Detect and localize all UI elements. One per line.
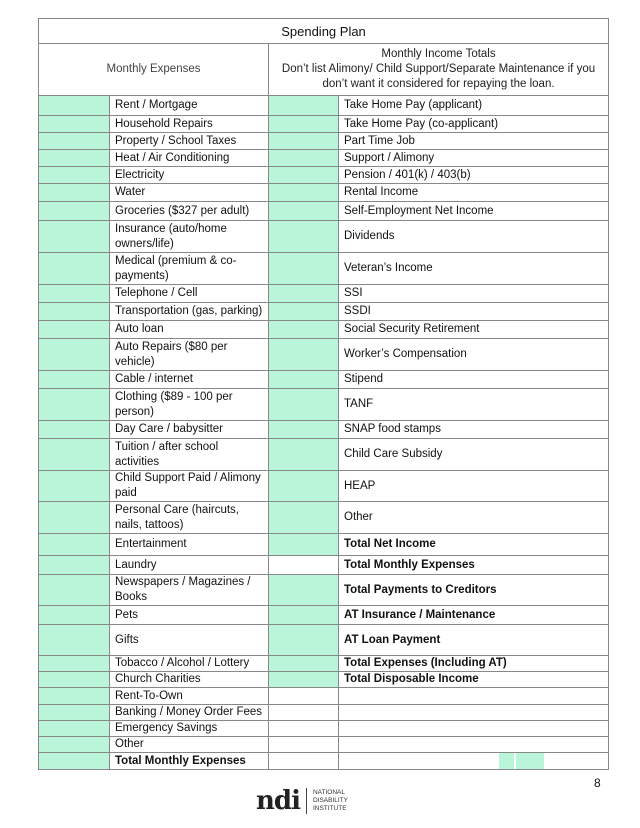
income-amount-input[interactable]	[269, 339, 339, 371]
expense-amount-input[interactable]	[39, 116, 110, 133]
expense-label	[110, 253, 269, 285]
income-label	[339, 737, 609, 753]
expense-amount-input[interactable]	[39, 133, 110, 150]
income-label	[339, 502, 609, 534]
expense-label-text: Church Charities	[115, 673, 201, 685]
table-row	[39, 471, 609, 502]
expense-label	[110, 285, 269, 303]
table-row	[39, 556, 609, 575]
expense-label-text: Banking / Money Order Fees	[115, 706, 263, 718]
expense-label	[110, 133, 269, 150]
expense-label-text: Child Support Paid / Alimony paid	[115, 472, 261, 499]
expense-label	[110, 502, 269, 534]
expense-label-text: Electricity	[115, 168, 165, 181]
expense-label-text: Household Repairs	[115, 117, 213, 130]
expense-label-text: Tobacco / Alcohol / Lottery	[115, 657, 250, 669]
table-row	[39, 285, 609, 303]
expense-amount-input[interactable]	[39, 184, 110, 202]
income-label	[339, 753, 609, 770]
income-label-text: Support / Alimony	[344, 151, 435, 164]
expense-label	[110, 606, 269, 625]
table-row	[39, 133, 609, 150]
expense-amount-input[interactable]	[39, 625, 110, 656]
income-label	[339, 202, 609, 221]
table-title: Spending Plan	[39, 19, 609, 44]
expense-label-text: Transportation (gas, parking)	[115, 305, 263, 317]
expense-amount-input[interactable]	[39, 534, 110, 556]
income-amount-input[interactable]	[269, 534, 339, 556]
expense-label-text: Rent-To-Own	[115, 689, 183, 702]
income-amount-input[interactable]	[269, 221, 339, 253]
income-label-text: Rental Income	[344, 186, 419, 198]
income-amount-input[interactable]	[269, 606, 339, 625]
income-amount-input[interactable]	[269, 96, 339, 116]
income-amount-input[interactable]	[269, 389, 339, 421]
income-label-text: Social Security Retirement	[344, 323, 480, 335]
expense-label	[110, 534, 269, 556]
income-label-text: HEAP	[344, 479, 376, 492]
expense-label	[110, 753, 269, 770]
expense-label-text: Entertainment	[115, 538, 187, 550]
income-label	[339, 253, 609, 285]
expense-label-text: Telephone / Cell	[115, 287, 198, 299]
income-amount-input[interactable]	[269, 439, 339, 471]
income-amount-input[interactable]	[269, 133, 339, 150]
logo-mark: ndi	[256, 786, 300, 816]
expense-amount-input[interactable]	[39, 202, 110, 221]
expense-amount-input[interactable]	[39, 421, 110, 439]
table-row	[39, 737, 609, 753]
table-row	[39, 303, 609, 321]
input-patch[interactable]	[499, 753, 514, 769]
expenses-header: Monthly Expenses	[39, 44, 269, 96]
income-label	[339, 688, 609, 705]
income-label	[339, 221, 609, 253]
expense-amount-input[interactable]	[39, 672, 110, 688]
income-label	[339, 534, 609, 556]
table-row	[39, 202, 609, 221]
table-row	[39, 625, 609, 656]
expense-label-text: Clothing ($89 - 100 per person)	[115, 390, 233, 418]
table-row	[39, 421, 609, 439]
expense-label-text: Emergency Savings	[115, 722, 218, 734]
income-amount-input[interactable]	[269, 625, 339, 656]
income-label	[339, 439, 609, 471]
income-label-text: Dividends	[344, 230, 395, 242]
income-label	[339, 721, 609, 737]
income-label	[339, 321, 609, 339]
expense-amount-input[interactable]	[39, 753, 110, 770]
table-row	[39, 502, 609, 534]
expense-label	[110, 575, 269, 606]
income-label-text: Self-Employment Net Income	[344, 204, 494, 217]
income-amount-input[interactable]	[269, 705, 339, 721]
income-label	[339, 471, 609, 502]
expense-label	[110, 303, 269, 321]
income-label	[339, 116, 609, 133]
income-amount-input[interactable]	[269, 116, 339, 133]
expense-label	[110, 321, 269, 339]
expense-label-text: Water	[115, 186, 146, 198]
expense-label-text: Heat / Air Conditioning	[115, 151, 230, 164]
income-amount-input[interactable]	[269, 753, 339, 770]
income-label	[339, 371, 609, 389]
expense-label-text: Personal Care (haircuts, nails, tattoos)	[115, 503, 239, 531]
table-row	[39, 150, 609, 167]
expense-label	[110, 439, 269, 471]
expense-amount-input[interactable]	[39, 96, 110, 116]
income-amount-input[interactable]	[269, 167, 339, 184]
income-label	[339, 133, 609, 150]
expense-amount-input[interactable]	[39, 502, 110, 534]
expense-label	[110, 737, 269, 753]
income-label-bold: Total Disposable Income	[344, 673, 479, 685]
income-label-bold: AT Insurance / Maintenance	[344, 608, 496, 621]
table-row	[39, 753, 609, 770]
expense-amount-input[interactable]	[39, 606, 110, 625]
expense-label-text: Other	[115, 738, 144, 750]
expense-amount-input[interactable]	[39, 556, 110, 575]
table-row	[39, 575, 609, 606]
expense-amount-input[interactable]	[39, 656, 110, 672]
income-header	[269, 44, 609, 96]
expense-amount-input[interactable]	[39, 575, 110, 606]
expense-amount-input[interactable]	[39, 253, 110, 285]
expense-amount-input[interactable]	[39, 321, 110, 339]
income-amount-input[interactable]	[269, 737, 339, 753]
expense-amount-input[interactable]	[39, 471, 110, 502]
income-amount-input[interactable]	[269, 303, 339, 321]
page-number: 8	[594, 776, 601, 790]
expense-label	[110, 371, 269, 389]
expense-amount-input[interactable]	[39, 150, 110, 167]
income-label-bold: Total Net Income	[344, 538, 436, 550]
expense-amount-input[interactable]	[39, 221, 110, 253]
income-label-text: Veteran’s Income	[344, 262, 433, 274]
table-row	[39, 321, 609, 339]
expense-amount-input[interactable]	[39, 705, 110, 721]
table-row	[39, 672, 609, 688]
expense-label-text: Day Care / babysitter	[115, 423, 224, 435]
expense-amount-input[interactable]	[39, 285, 110, 303]
income-amount-input[interactable]	[269, 421, 339, 439]
expense-label-text: Medical (premium & co-payments)	[115, 254, 237, 282]
table-row	[39, 389, 609, 421]
expense-label	[110, 556, 269, 575]
table-row	[39, 721, 609, 737]
table-row	[39, 96, 609, 116]
expense-label	[110, 471, 269, 502]
income-amount-input[interactable]	[269, 556, 339, 575]
table-row	[39, 688, 609, 705]
expense-label	[110, 672, 269, 688]
income-label-bold: Total Payments to Creditors	[344, 583, 497, 596]
income-amount-input[interactable]	[269, 184, 339, 202]
expense-amount-input[interactable]	[39, 339, 110, 371]
income-amount-input[interactable]	[269, 371, 339, 389]
expense-label	[110, 339, 269, 371]
expense-label-text: Newspapers / Magazines / Books	[115, 576, 251, 603]
expense-label-text: Gifts	[115, 633, 139, 646]
income-label-bold: Total Monthly Expenses	[344, 558, 475, 571]
expense-amount-input[interactable]	[39, 303, 110, 321]
expense-label-text: Tuition / after school activities	[115, 440, 219, 468]
expense-label	[110, 184, 269, 202]
income-amount-input[interactable]	[269, 656, 339, 672]
income-label	[339, 625, 609, 656]
expense-label	[110, 705, 269, 721]
logo-text: NATIONAL	[312, 789, 345, 796]
income-amount-input[interactable]	[269, 202, 339, 221]
income-amount-input[interactable]	[269, 321, 339, 339]
table-row	[39, 606, 609, 625]
expense-amount-input[interactable]	[39, 721, 110, 737]
income-label	[339, 421, 609, 439]
income-label	[339, 184, 609, 202]
table-row	[39, 656, 609, 672]
income-label-text: Pension / 401(k) / 403(b)	[344, 168, 471, 181]
income-amount-input[interactable]	[269, 672, 339, 688]
income-label	[339, 389, 609, 421]
expense-label-text: Cable / internet	[115, 373, 193, 385]
expense-amount-input[interactable]	[39, 371, 110, 389]
expense-label-text: Auto loan	[115, 323, 164, 335]
expense-amount-input[interactable]	[39, 737, 110, 753]
income-amount-input[interactable]	[269, 721, 339, 737]
income-label	[339, 705, 609, 721]
expense-label	[110, 656, 269, 672]
expense-amount-input[interactable]	[39, 167, 110, 184]
income-amount-input[interactable]	[269, 502, 339, 534]
income-amount-input[interactable]	[269, 575, 339, 606]
table-row	[39, 116, 609, 133]
expense-label-text: Groceries ($327 per adult)	[115, 204, 250, 217]
income-label	[339, 96, 609, 116]
expense-label-text: Auto Repairs ($80 per vehicle)	[115, 340, 228, 368]
income-label	[339, 150, 609, 167]
income-label-text: SNAP food stamps	[344, 423, 441, 435]
income-label-bold: AT Loan Payment	[344, 633, 441, 646]
expense-label	[110, 116, 269, 133]
income-amount-input[interactable]	[269, 471, 339, 502]
income-label-text: Part Time Job	[344, 134, 415, 147]
income-label-text: Child Care Subsidy	[344, 448, 443, 460]
income-label	[339, 303, 609, 321]
expense-label	[110, 688, 269, 705]
income-label-text: Stipend	[344, 373, 384, 385]
income-label-text: Take Home Pay (co-applicant)	[344, 117, 499, 130]
expense-label	[110, 167, 269, 184]
income-label	[339, 167, 609, 184]
table-row	[39, 167, 609, 184]
table-row	[39, 371, 609, 389]
income-label-text: Take Home Pay (applicant)	[344, 99, 483, 111]
expense-label	[110, 221, 269, 253]
income-amount-input[interactable]	[269, 285, 339, 303]
table-row	[39, 184, 609, 202]
table-row	[39, 439, 609, 471]
table-row	[39, 705, 609, 721]
expense-label-bold: Total Monthly Expenses	[115, 754, 246, 767]
expense-amount-input[interactable]	[39, 389, 110, 421]
expense-label	[110, 202, 269, 221]
income-label-text: SSI	[344, 287, 363, 299]
income-label-bold: Total Expenses (Including AT)	[344, 657, 507, 669]
logo-text: DISABILITY	[312, 797, 349, 804]
expense-amount-input[interactable]	[39, 439, 110, 471]
expense-label	[110, 625, 269, 656]
expense-label	[110, 96, 269, 116]
expense-label	[110, 150, 269, 167]
table-row	[39, 339, 609, 371]
income-label-text: Worker’s Compensation	[344, 348, 467, 360]
spending-plan-table	[38, 18, 609, 770]
income-amount-input[interactable]	[269, 688, 339, 705]
income-label	[339, 672, 609, 688]
expense-amount-input[interactable]	[39, 688, 110, 705]
expense-label	[110, 421, 269, 439]
income-label	[339, 606, 609, 625]
income-label-text: TANF	[344, 398, 374, 410]
income-amount-input[interactable]	[269, 253, 339, 285]
expense-label-text: Pets	[115, 608, 139, 621]
table-row	[39, 534, 609, 556]
income-header-note: Don’t list Alimony/ Child Support/Separate Maintenance if you don’t want it considered for repaying the loan.	[281, 63, 596, 90]
income-header-title: Monthly Income Totals	[381, 48, 496, 60]
income-amount-input[interactable]	[269, 150, 339, 167]
expense-label-text: Insurance (auto/home owners/life)	[115, 222, 227, 250]
income-label-text: Other	[344, 511, 373, 523]
income-label	[339, 656, 609, 672]
expense-label-text: Property / School Taxes	[115, 134, 237, 147]
income-label	[339, 556, 609, 575]
income-label	[339, 575, 609, 606]
expense-label	[110, 389, 269, 421]
expense-label-text: Laundry	[115, 558, 157, 571]
input-patch[interactable]	[516, 753, 544, 769]
expense-label-text: Rent / Mortgage	[115, 99, 198, 111]
ndi-logo	[256, 786, 348, 816]
income-label	[339, 339, 609, 371]
income-label-text: SSDI	[344, 305, 371, 317]
logo-text: INSTITUTE	[312, 805, 347, 812]
table-row	[39, 221, 609, 253]
table-row	[39, 253, 609, 285]
expense-label	[110, 721, 269, 737]
income-label	[339, 285, 609, 303]
